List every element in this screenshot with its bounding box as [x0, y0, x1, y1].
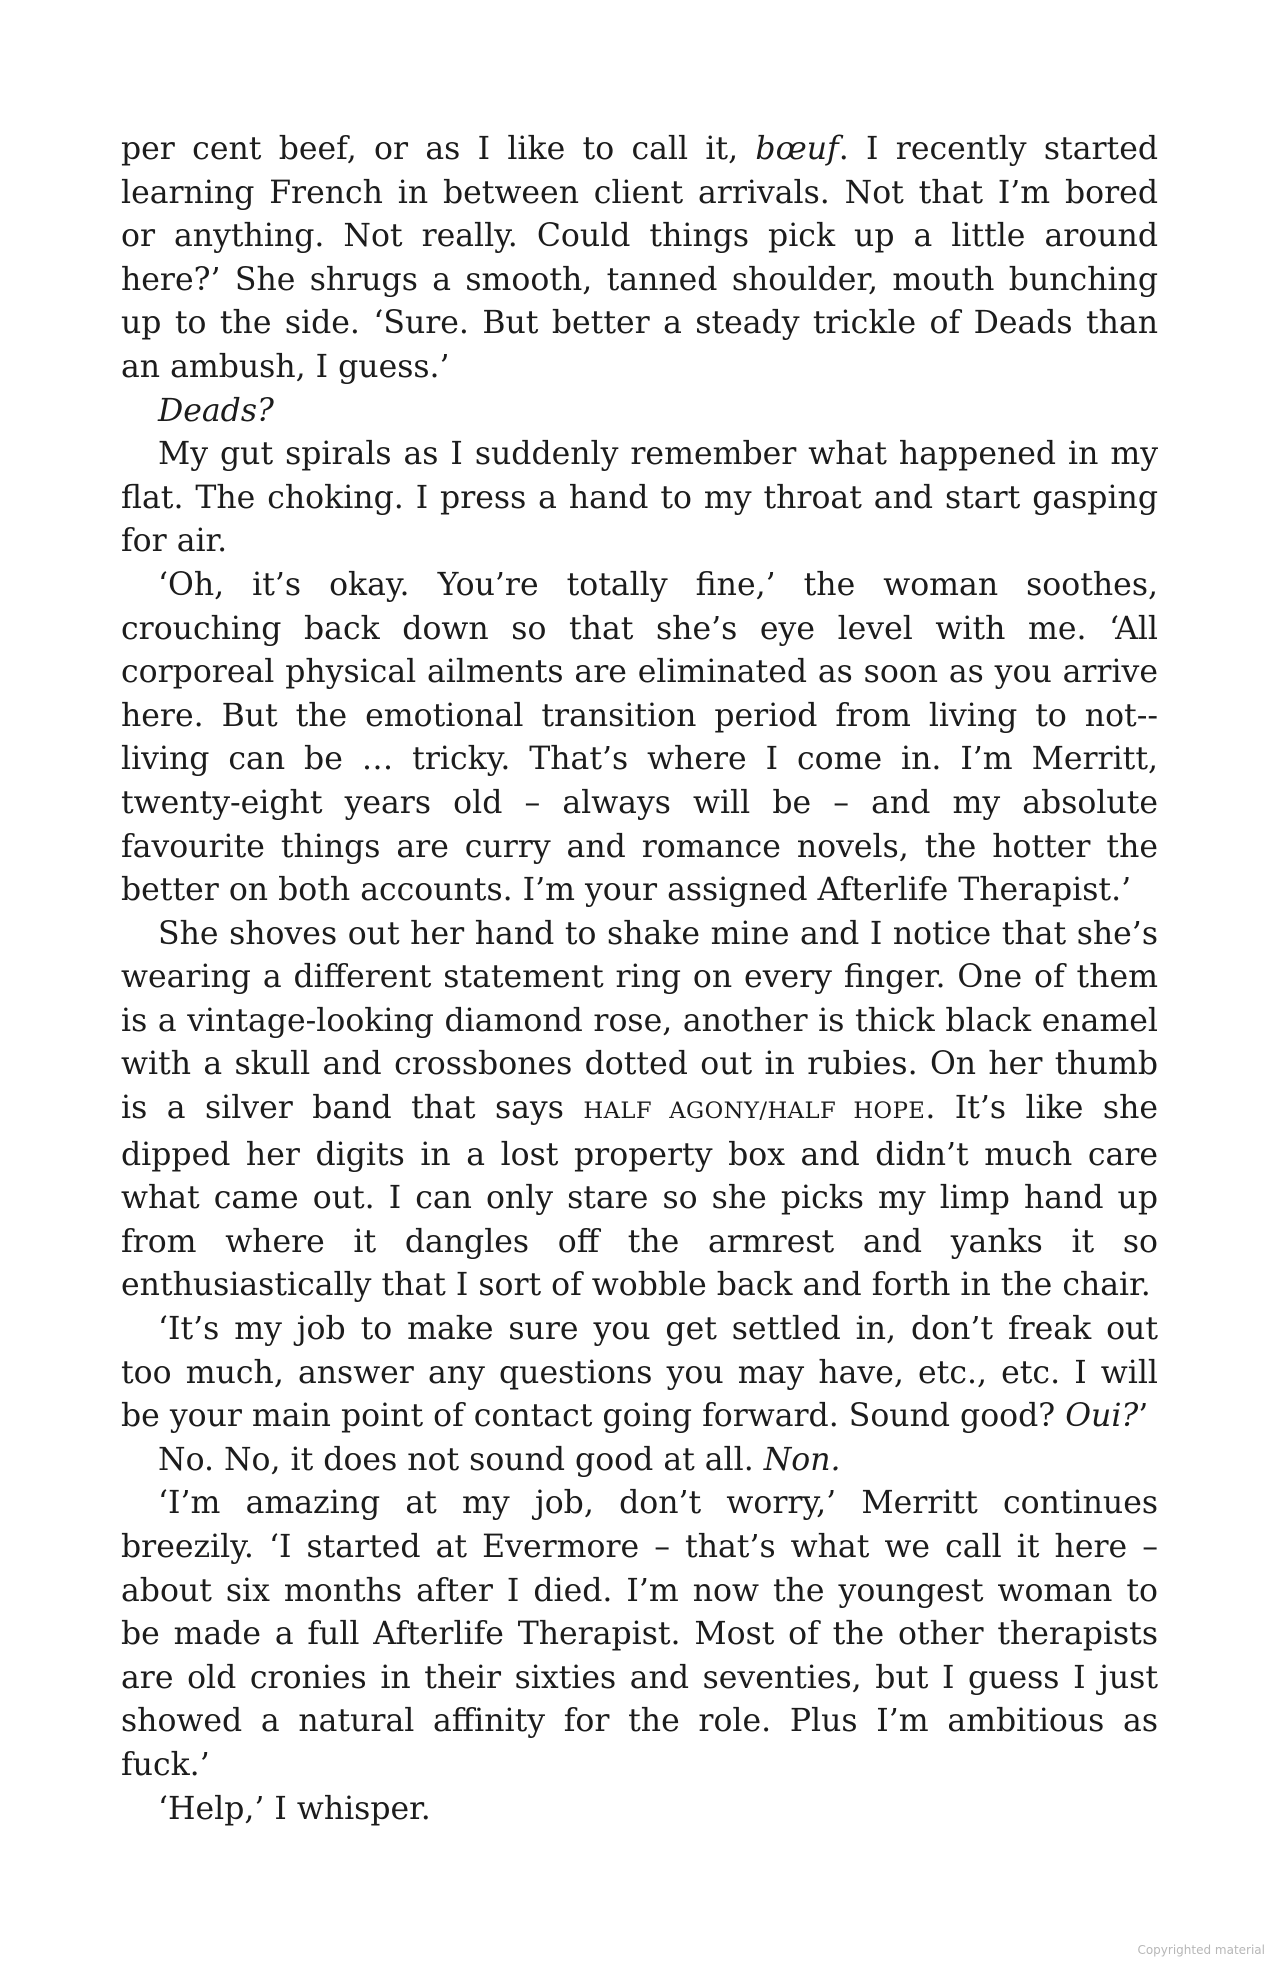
italic-text: Non. — [763, 1441, 841, 1478]
paragraph — [121, 564, 1158, 913]
body-text: . I recently started learning French in between client arrivals. Not that I’m bored or anything. Not really. Could things pick up a little around here?’ She shrugs a smooth, tanned shoulder, mouth bunching up to the side. ‘Sure. But better a steady trickle of Deads than an ambush, I guess.’ — [121, 131, 1158, 385]
paragraph — [121, 913, 1158, 1308]
paragraph — [121, 1439, 1158, 1483]
italic-text: bœuf — [755, 131, 839, 167]
body-text: My gut spirals as I suddenly remember what happened in my flat. The choking. I press a hand to my throat and start gasping for air. — [121, 436, 1158, 560]
italic-text: Deads? — [158, 392, 274, 429]
copyright-watermark: Copyrighted material — [1137, 1943, 1265, 1957]
italic-text: Oui? — [1065, 1398, 1139, 1435]
paragraph — [121, 1308, 1158, 1439]
paragraph — [121, 1482, 1158, 1787]
body-text: ‘Help,’ I whisper. — [158, 1790, 431, 1827]
body-text: No. No, it does not sound good at all. — [158, 1441, 764, 1478]
paragraph — [121, 128, 1158, 390]
body-text: . It’s like she dipped her digits in a lost property box and didn’t much care what came out. I can only stare so she picks my limp hand up from where it dangles off the armrest and yanks it so enthusiastically that I sort of wobble back and forth in the chair. — [121, 1090, 1158, 1304]
paragraph — [121, 1788, 1158, 1832]
paragraph — [121, 433, 1158, 564]
body-text: ‘It’s my job to make sure you get settled in, don’t freak out too much, answer any questions you may have, etc., etc. I will be your main point of contact going forward. Sound good? — [121, 1311, 1158, 1435]
paragraph — [121, 390, 1158, 434]
small-caps-text: HALF AGONY/HALF HOPE — [583, 1098, 926, 1125]
book-page-text — [121, 128, 1158, 1831]
body-text: per cent beef, or as I like to call it, — [121, 131, 756, 167]
body-text: She shoves out her hand to shake mine and I notice that she’s wearing a different statement ring on every finger. One of them is a vintage-looking diamond rose, another is thick black enamel with a skull and crossbones dotted out in rubies. On her thumb is a silver band that says — [121, 915, 1158, 1127]
body-text: ‘I’m amazing at my job, don’t worry,’ Merritt continues breezily. ‘I started at Evermore – that’s what we call it here – about six months after I died. I’m now the youngest woman to be made a full Afterlife Therapist. Most of the other therapists are old cronies in their sixties and seventies, but I guess I just showed a natural affinity for the role. Plus I’m ambitious as fuck.’ — [121, 1485, 1158, 1783]
body-text: ‘Oh, it’s okay. You’re totally fine,’ the woman soothes, crouching back down so that she’s eye level with me. ‘All corporeal physical ailments are eliminated as soon as you arrive here. But the emotional transition period from living to not-living can be … tricky. That’s where I come in. I’m Merritt, twenty-eight years old – always will be – and my absolute favourite things are curry and romance novels, the hotter the better on both accounts. I’m your assigned Afterlife Therapist.’ — [121, 566, 1158, 909]
body-text: ’ — [1138, 1398, 1149, 1435]
